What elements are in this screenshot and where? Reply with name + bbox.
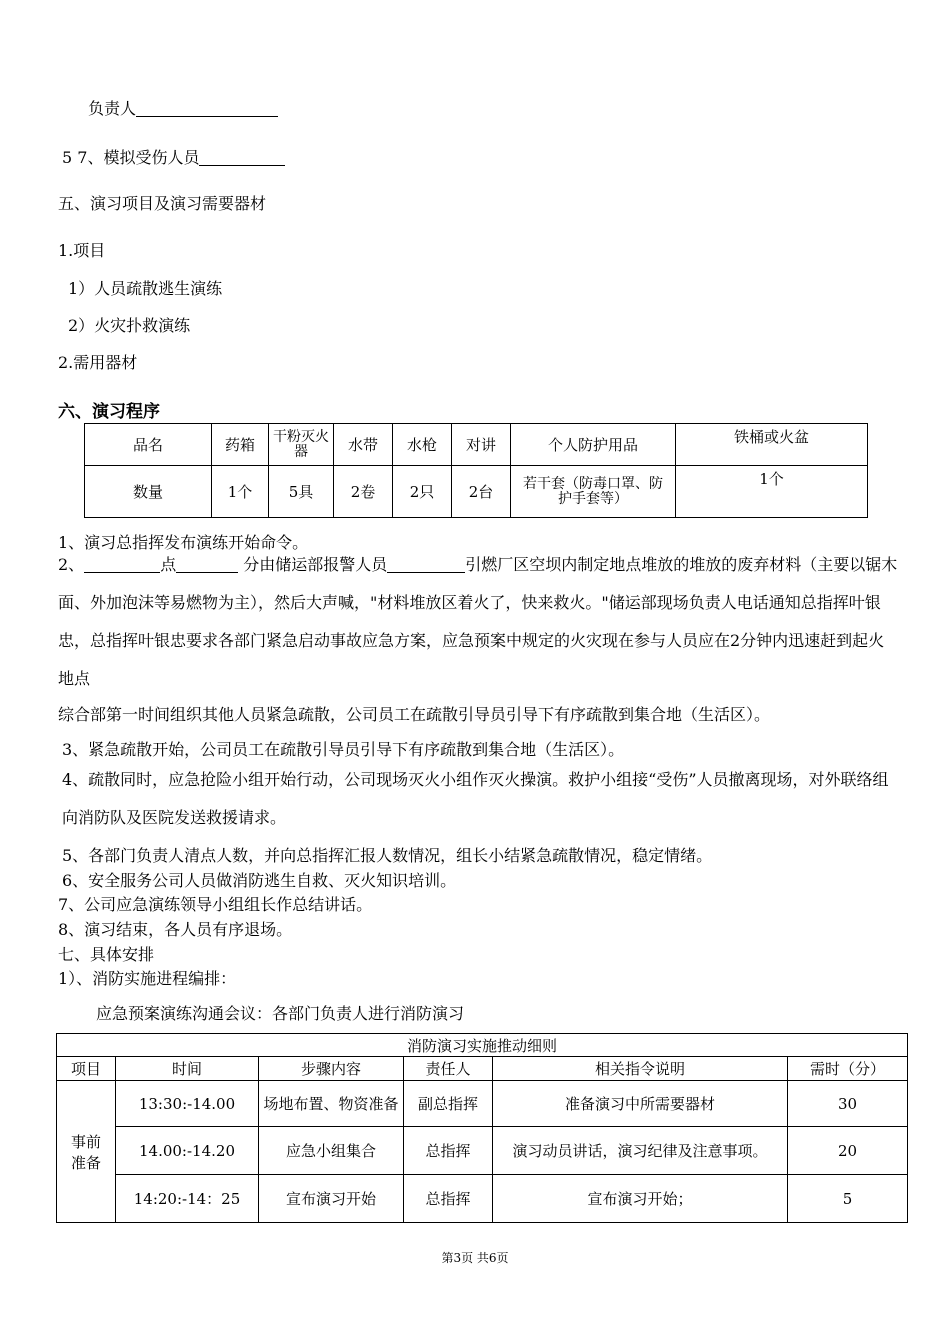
equipment-table [84, 423, 868, 518]
meeting-line: 应急预案演练沟通会议：各部门负责人进行消防演习 [96, 1004, 465, 1023]
step-2-point: 点 [160, 555, 177, 574]
schedule-minutes: 30 [788, 1081, 908, 1127]
schedule-desc: 准备演习中所需要器材 [493, 1081, 788, 1127]
schedule-owner: 总指挥 [404, 1127, 493, 1175]
step-6: 6、安全服务公司人员做消防逃生自救、灭火知识培训。 [62, 871, 457, 890]
equipment-header-cell: 水带 [334, 424, 393, 466]
equipment-value-cell: 1个 [676, 466, 868, 518]
schedule-header-cell: 项目 [57, 1057, 116, 1081]
step-2-number: 2、 [58, 555, 85, 574]
item-fire-fighting: 2）火灾扑救演练 [68, 316, 191, 335]
equipment-value-cell: 若干套（防毒口罩、防护手套等） [511, 466, 676, 518]
equipment-value-cell: 数量 [85, 466, 212, 518]
schedule-title: 消防演习实施推动细则 [57, 1034, 908, 1057]
schedule-header-cell: 责任人 [404, 1057, 493, 1081]
schedule-minutes: 5 [788, 1175, 908, 1223]
equipment-value-cell: 5具 [269, 466, 334, 518]
schedule-step: 场地布置、物资准备 [259, 1081, 404, 1127]
equipment-heading: 2.需用器材 [58, 353, 138, 372]
schedule-time: 14.00:-14.20 [116, 1127, 259, 1175]
responsible-person-line [88, 96, 278, 119]
equipment-header-cell: 铁桶或火盆 [676, 424, 868, 466]
schedule-header-cell: 时间 [116, 1057, 259, 1081]
equipment-value-cell: 2只 [393, 466, 452, 518]
step-2-text: 引燃厂区空坝内制定地点堆放的堆放的废弃材料（主要以锯木面、外加泡沫等易燃物为主），然后大声喊，"材料堆放区着火了，快来救火。"储运部现场负责人电话通知总指挥叶银忠，总指挥叶银忠要求各部门紧急启动事故应急方案，应急预案中规定的火灾现在参与人员应在2分钟内迅速赶到起火地点 [58, 555, 898, 688]
equipment-value-cell: 2台 [452, 466, 511, 518]
schedule-header-cell: 需时（分） [788, 1057, 908, 1081]
schedule-table [56, 1033, 908, 1223]
step-8: 8、演习结束，各人员有序退场。 [58, 920, 293, 939]
step-5: 5、各部门负责人清点人数，并向总指挥汇报人数情况，组长小结紧急疏散情况，稳定情绪。 [62, 846, 713, 865]
section-six-heading: 六、演习程序 [58, 402, 160, 422]
schedule-desc: 宣布演习开始； [493, 1175, 788, 1223]
responsible-person-label: 负责人 [88, 99, 137, 118]
section-seven-heading: 七、具体安排 [58, 945, 155, 964]
schedule-time: 13:30:-14.00 [116, 1081, 259, 1127]
schedule-step: 应急小组集合 [259, 1127, 404, 1175]
step-4: 4、疏散同时，应急抢险小组开始行动，公司现场灭火小组作灭火操演。救护小组接“受伤”人员撤离现场，对外联络组向消防队及医院发送救援请求。 [62, 770, 889, 827]
page-footer: 第3页 共6页 [441, 1251, 509, 1265]
step-3: 3、紧急疏散开始，公司员工在疏散引导员引导下有序疏散到集合地（生活区）。 [62, 740, 625, 759]
equipment-header-cell: 个人防护用品 [511, 424, 676, 466]
section-seven-sub: 1）、消防实施进程编排： [58, 969, 237, 988]
step-2-minute: 分由储运部报警人员 [238, 555, 388, 574]
step-7: 7、公司应急演练领导小组组长作总结讲话。 [58, 895, 373, 914]
schedule-header-cell: 相关指令说明 [493, 1057, 788, 1081]
equipment-value-cell: 2卷 [334, 466, 393, 518]
schedule-header-cell: 步骤内容 [259, 1057, 404, 1081]
blank-underline [136, 100, 278, 117]
equipment-header-cell: 对讲 [452, 424, 511, 466]
equipment-value-cell: 1个 [212, 466, 269, 518]
schedule-minutes: 20 [788, 1127, 908, 1175]
step-2-evacuation: 综合部第一时间组织其他人员紧急疏散，公司员工在疏散引导员引导下有序疏散到集合地（生活区）。 [58, 705, 771, 724]
schedule-desc: 演习动员讲话，演习纪律及注意事项。 [493, 1127, 788, 1175]
equipment-header-cell: 干粉灭火器 [269, 424, 334, 466]
items-heading: 1.项目 [58, 241, 106, 260]
blank-underline [199, 149, 285, 166]
equipment-header-cell: 水枪 [393, 424, 452, 466]
schedule-owner: 副总指挥 [404, 1081, 493, 1127]
injured-person-line [62, 145, 285, 168]
item-evacuation: 1）人员疏散逃生演练 [68, 279, 223, 298]
schedule-group-cell: 事前准备 [57, 1081, 116, 1223]
schedule-time: 14:20:-14：25 [116, 1175, 259, 1223]
section-five-heading: 五、演习项目及演习需要器材 [58, 194, 267, 213]
step-2 [58, 546, 900, 698]
blank-underline [84, 556, 160, 573]
schedule-owner: 总指挥 [404, 1175, 493, 1223]
blank-underline [176, 556, 238, 573]
step-1: 1、演习总指挥发布演练开始命令。 [58, 533, 309, 552]
injured-person-label: 5 7、模拟受伤人员 [62, 148, 200, 167]
equipment-header-cell: 药箱 [212, 424, 269, 466]
blank-underline [387, 556, 465, 573]
schedule-step: 宣布演习开始 [259, 1175, 404, 1223]
equipment-header-cell: 品名 [85, 424, 212, 466]
